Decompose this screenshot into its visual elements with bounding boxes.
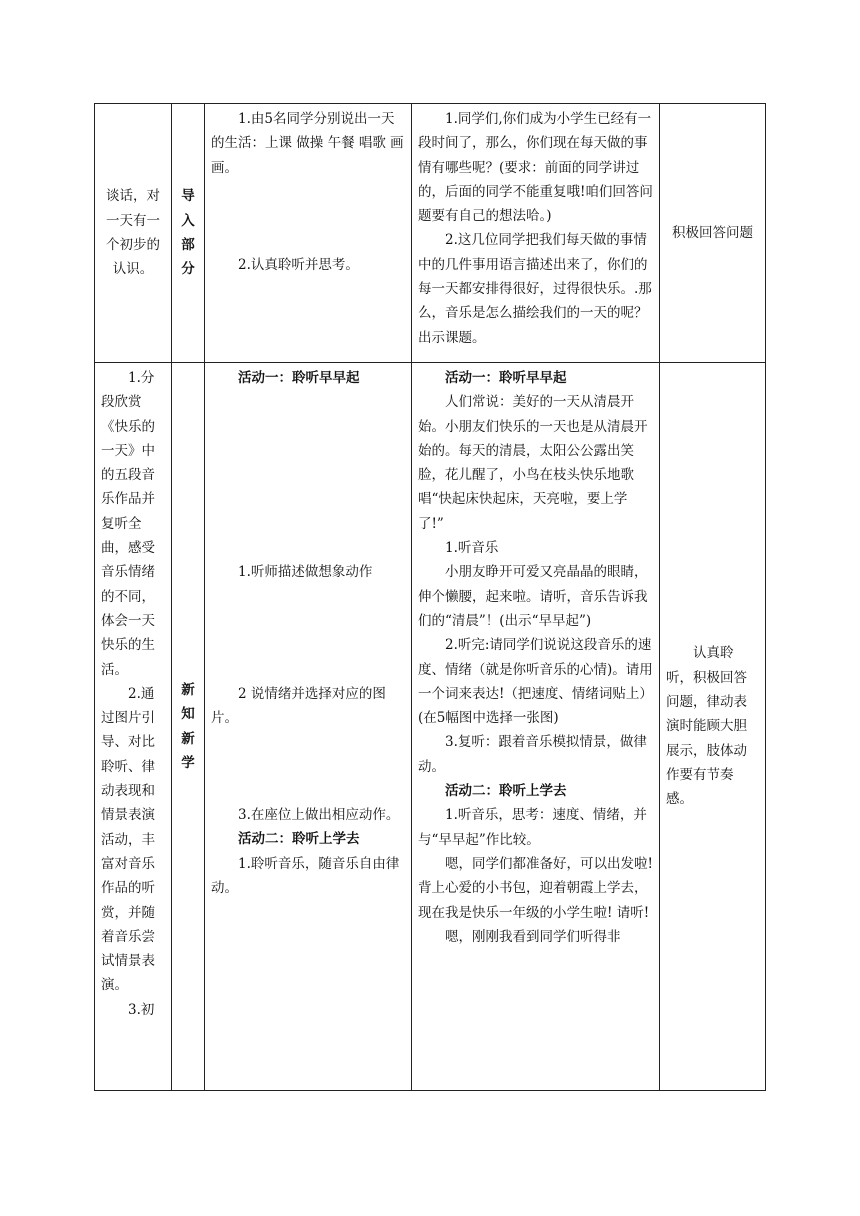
- stage-char: 部: [181, 237, 195, 253]
- activity-title: 活动一：聆听早早起: [445, 370, 567, 386]
- teacher-text: 2.这几位同学把我们每天做的事情中的几件事用语言描述出来了，你们的每一天都安排得很好，过得很快乐。.那么，音乐是怎么描绘我们的一天的呢？出示课题。: [418, 232, 652, 346]
- activity-title: 活动一：聆听早早起: [238, 370, 360, 386]
- teacher-text: 1.听音乐，思考：速度、情绪，并与“早早起”作比较。: [418, 807, 647, 848]
- stage-char: 新: [181, 730, 195, 747]
- teacher-text: 嗯，同学们都准备好，可以出发啦!背上心爱的小书包，迎着朝霞上学去，现在我是快乐一年级的小学生啦! 请听!: [418, 855, 653, 921]
- student-text: 1.由5名同学分别说出一天的生活：上课 做操 午餐 唱歌 画画。: [211, 111, 404, 176]
- teacher-text: 1.听音乐: [445, 540, 499, 557]
- stage-char: 知: [181, 706, 195, 723]
- teacher-text: 小朋友睁开可爱又亮晶晶的眼睛，伸个懒腰，起来啦。请听，音乐告诉我们的“清晨”！(出示“早早起”): [418, 564, 648, 629]
- teacher-activity-cell: [412, 363, 660, 1091]
- activity-title: 活动二：聆听上学去: [238, 831, 360, 848]
- stage-label: [172, 184, 204, 281]
- teacher-text: 人们常说：美好的一天从清晨开始。小朋友们快乐的一天也是从清晨开始的。每天的清晨，太阳公公露出笑脸，花儿醒了，小鸟在枝头快乐地歌唱“快起床快起床，天亮啦，要上学了!”: [418, 394, 648, 532]
- teacher-text: 3.复听：跟着音乐模拟情景，做律动。: [418, 734, 647, 775]
- student-text: 3.在座位上做出相应动作。: [238, 807, 400, 824]
- student-text: 1.听师描述做想象动作: [238, 564, 373, 581]
- lesson-plan-table: [94, 103, 766, 1091]
- table-row: [95, 363, 766, 1091]
- goal-text: 2.通过图片引导、对比聆听、律动表现和情景表演活动，丰富对音乐作品的听赏，并随着音乐尝试情景表演。: [101, 685, 155, 994]
- stage-char: 分: [181, 261, 195, 278]
- stage-cell: [172, 363, 205, 1091]
- evaluation-text: 积极回答问题: [672, 224, 753, 241]
- student-text: 1.聆听音乐，随音乐自由律动。: [211, 855, 400, 897]
- evaluation-cell: [660, 104, 766, 363]
- goal-text: 3.初: [128, 1001, 155, 1018]
- goal-text: 谈话，对一天有一个初步的认识。: [106, 188, 160, 278]
- teacher-activity-cell: [412, 104, 660, 363]
- stage-label: [172, 678, 204, 775]
- goal-cell: [95, 104, 172, 363]
- student-text: 2 说情绪并选择对应的图片。: [211, 685, 386, 726]
- evaluation-text: 认真聆听，积极回答问题，律动表演时能顾大胆展示，肢体动作要有节奏感。: [666, 645, 747, 808]
- stage-char: 学: [181, 754, 195, 771]
- student-text: 2.认真聆听并思考。: [238, 256, 359, 273]
- student-activity-cell: [205, 363, 412, 1091]
- stage-cell: [172, 104, 205, 363]
- teacher-text: 嗯，刚刚我看到同学们听得非: [445, 928, 621, 945]
- table-row: [95, 104, 766, 363]
- stage-char: 新: [181, 681, 195, 698]
- teacher-text: 1.同学们,你们成为小学生已经有一段时间了，那么，你们现在每天做的事情有哪些呢？(要求：前面的同学讲过的，后面的同学不能重复哦!咱们回答问题要有自己的想法哈。): [418, 111, 653, 225]
- activity-title: 活动二：聆听上学去: [445, 783, 567, 800]
- student-activity-cell: [205, 104, 412, 363]
- goal-text: 1.分段欣赏《快乐的一天》中的五段音乐作品并复听全曲，感受音乐情绪的不同，体会一天快乐的生活。: [101, 370, 155, 678]
- stage-char: 导: [181, 188, 195, 205]
- stage-char: 入: [181, 212, 195, 229]
- goal-cell: [95, 363, 172, 1091]
- evaluation-cell: [660, 363, 766, 1091]
- teacher-text: 2.听完:请同学们说说这段音乐的速度、情绪（就是你听音乐的心情)。请用一个词来表达!（把速度、情绪词贴上）(在5幅图中选择一张图): [418, 637, 653, 727]
